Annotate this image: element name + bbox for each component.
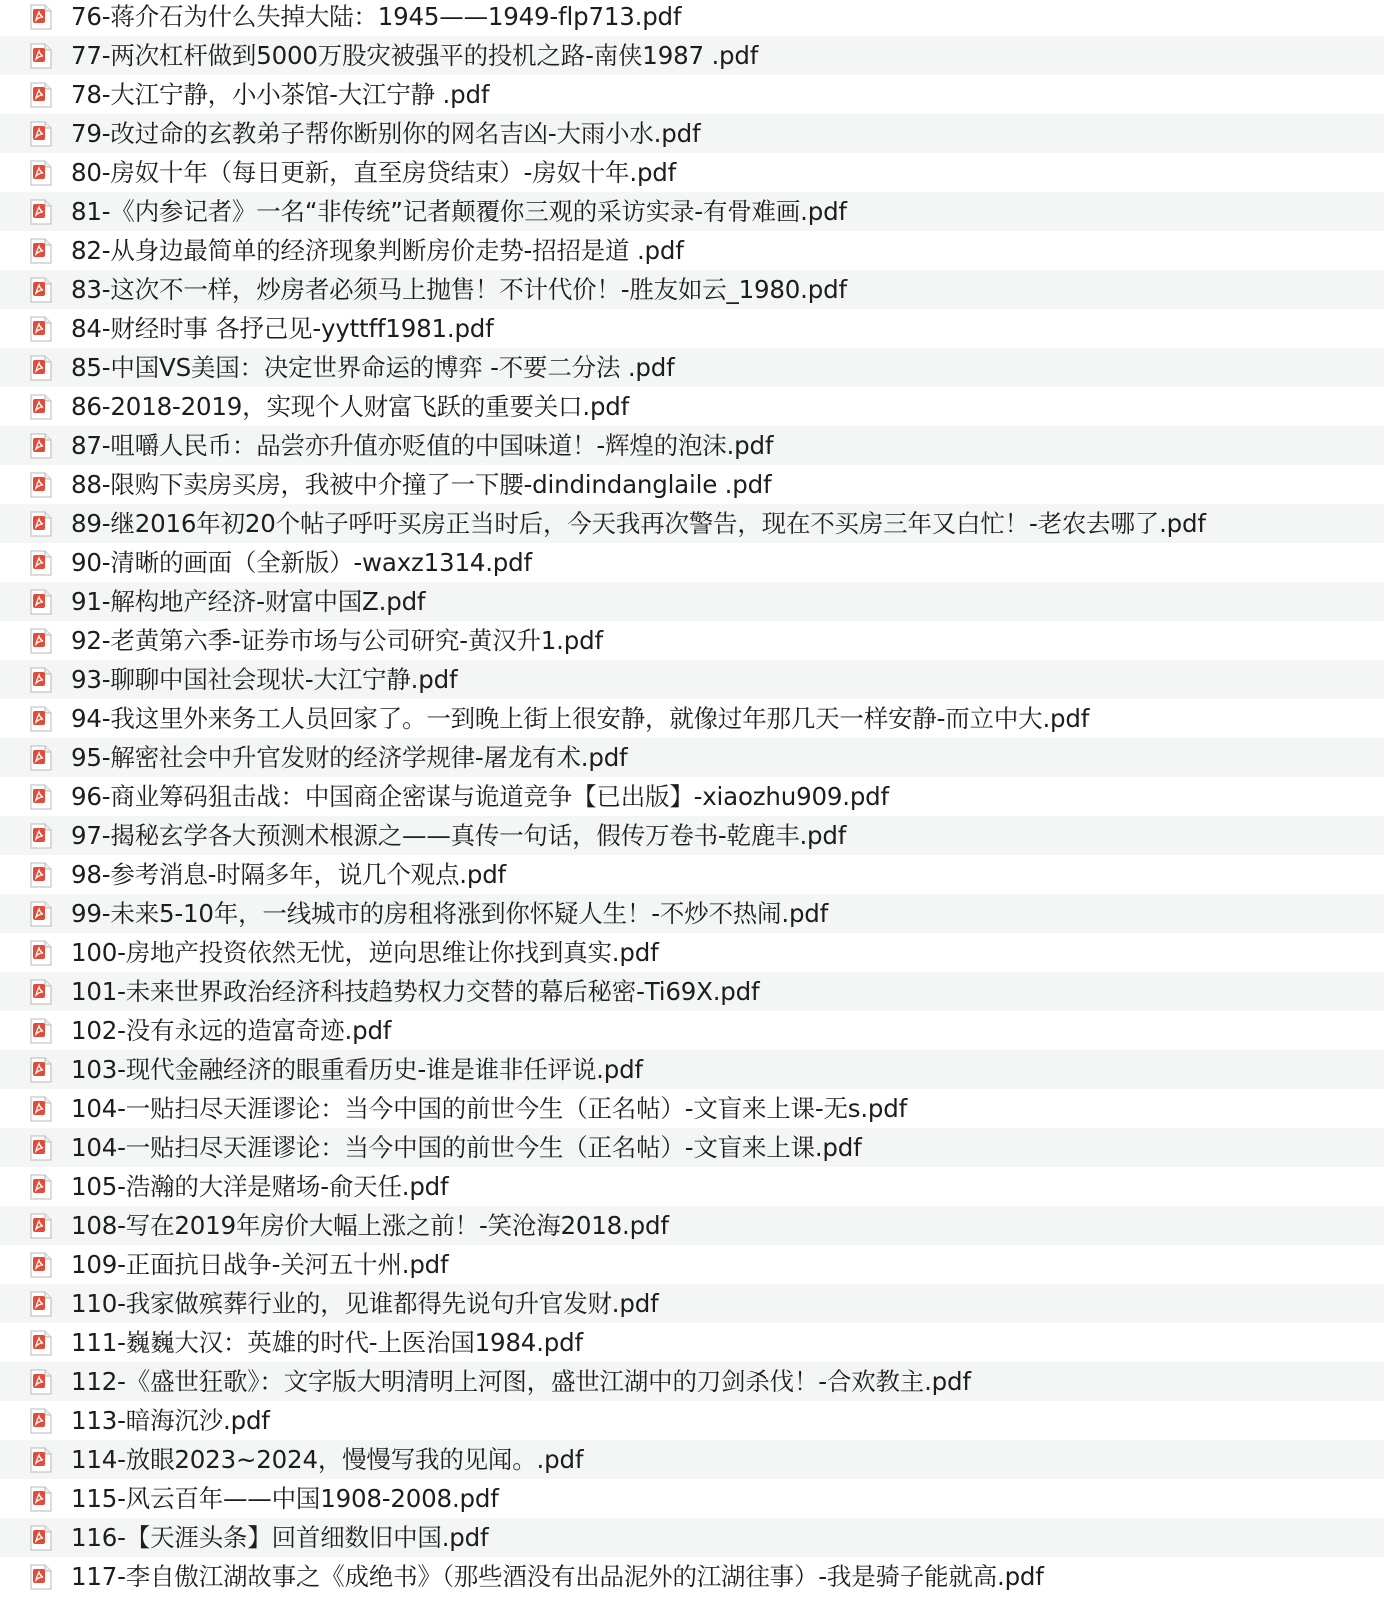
file-row[interactable] <box>0 933 1384 972</box>
file-row[interactable] <box>0 621 1384 660</box>
pdf-file-icon <box>30 1018 52 1044</box>
file-name: 102-没有永远的造富奇迹.pdf <box>71 1016 392 1045</box>
file-name: 117-李自傲江湖故事之《成绝书》（那些酒没有出品泥外的江湖往事）-我是骑子能就高.pdf <box>71 1562 1044 1591</box>
pdf-file-icon <box>30 199 52 225</box>
pdf-file-icon <box>30 1564 52 1590</box>
pdf-file-icon <box>30 394 52 420</box>
file-name: 98-参考消息-时隔多年，说几个观点.pdf <box>71 860 506 889</box>
file-row[interactable] <box>0 1362 1384 1401</box>
pdf-file-icon <box>30 316 52 342</box>
pdf-file-icon <box>30 862 52 888</box>
file-name: 84-财经时事 各抒己见-yyttff1981.pdf <box>71 314 494 343</box>
file-row[interactable] <box>0 309 1384 348</box>
pdf-file-icon <box>30 706 52 732</box>
file-name: 87-咀嚼人民币：品尝亦升值亦贬值的中国味道！-辉煌的泡沫.pdf <box>71 431 774 460</box>
file-name: 80-房奴十年（每日更新，直至房贷结束）-房奴十年.pdf <box>71 158 677 187</box>
file-name: 101-未来世界政治经济科技趋势权力交替的幕后秘密-Ti69X.pdf <box>71 977 760 1006</box>
pdf-file-icon <box>30 1096 52 1122</box>
pdf-file-icon <box>30 1135 52 1161</box>
file-row[interactable] <box>0 114 1384 153</box>
file-row[interactable] <box>0 1128 1384 1167</box>
file-row[interactable] <box>0 465 1384 504</box>
file-name: 88-限购下卖房买房，我被中介撞了一下腰-dindindanglaile .pdf <box>71 470 772 499</box>
file-row[interactable] <box>0 1440 1384 1479</box>
file-name: 110-我家做殡葬行业的，见谁都得先说句升官发财.pdf <box>71 1289 659 1318</box>
pdf-file-icon <box>30 667 52 693</box>
file-name: 82-从身边最简单的经济现象判断房价走势-招招是道 .pdf <box>71 236 684 265</box>
file-row[interactable] <box>0 387 1384 426</box>
file-row[interactable] <box>0 777 1384 816</box>
file-row[interactable] <box>0 699 1384 738</box>
pdf-file-icon <box>30 1174 52 1200</box>
file-name: 108-写在2019年房价大幅上涨之前！-笑沧海2018.pdf <box>71 1211 669 1240</box>
file-name: 91-解构地产经济-财富中国Z.pdf <box>71 587 426 616</box>
file-row[interactable] <box>0 543 1384 582</box>
file-name: 77-两次杠杆做到5000万股灾被强平的投机之路-南侠1987 .pdf <box>71 41 759 70</box>
pdf-file-icon <box>30 277 52 303</box>
pdf-file-icon <box>30 745 52 771</box>
pdf-file-icon <box>30 1525 52 1551</box>
file-name: 85-中国VS美国：决定世界命运的博弈 -不要二分法 .pdf <box>71 353 675 382</box>
file-row[interactable] <box>0 855 1384 894</box>
pdf-file-icon <box>30 4 52 30</box>
file-row[interactable] <box>0 153 1384 192</box>
file-name: 100-房地产投资依然无忧，逆向思维让你找到真实.pdf <box>71 938 659 967</box>
file-row[interactable] <box>0 1479 1384 1518</box>
file-name: 92-老黄第六季-证券市场与公司研究-黄汉升1.pdf <box>71 626 603 655</box>
pdf-file-icon <box>30 511 52 537</box>
pdf-file-icon <box>30 433 52 459</box>
file-name: 96-商业筹码狙击战：中国商企密谋与诡道竞争【已出版】-xiaozhu909.pdf <box>71 782 889 811</box>
file-name: 104-一贴扫尽天涯谬论：当今中国的前世今生（正名帖）-文盲来上课.pdf <box>71 1133 862 1162</box>
file-row[interactable] <box>0 1011 1384 1050</box>
file-row[interactable] <box>0 1206 1384 1245</box>
file-row[interactable] <box>0 426 1384 465</box>
file-name: 116-【天涯头条】回首细数旧中国.pdf <box>71 1523 489 1552</box>
file-row[interactable] <box>0 582 1384 621</box>
file-row[interactable] <box>0 1401 1384 1440</box>
pdf-file-icon <box>30 550 52 576</box>
file-name: 79-改过命的玄教弟子帮你断别你的网名吉凶-大雨小水.pdf <box>71 119 701 148</box>
pdf-file-icon <box>30 979 52 1005</box>
file-name: 105-浩瀚的大洋是赌场-俞天任.pdf <box>71 1172 449 1201</box>
pdf-file-icon <box>30 1447 52 1473</box>
pdf-file-icon <box>30 355 52 381</box>
file-row[interactable] <box>0 1050 1384 1089</box>
file-name: 95-解密社会中升官发财的经济学规律-屠龙有术.pdf <box>71 743 628 772</box>
file-row[interactable] <box>0 972 1384 1011</box>
file-name: 115-风云百年——中国1908-2008.pdf <box>71 1484 499 1513</box>
file-row[interactable] <box>0 231 1384 270</box>
file-name: 94-我这里外来务工人员回家了。一到晚上街上很安静，就像过年那几天一样安静-而立中大.pdf <box>71 704 1090 733</box>
file-name: 90-清晰的画面（全新版）-waxz1314.pdf <box>71 548 532 577</box>
pdf-file-icon <box>30 628 52 654</box>
pdf-file-icon <box>30 784 52 810</box>
file-name: 89-继2016年初20个帖子呼吁买房正当时后，今天我再次警告，现在不买房三年又白忙！-老农去哪了.pdf <box>71 509 1206 538</box>
pdf-file-icon <box>30 1369 52 1395</box>
pdf-file-icon <box>30 121 52 147</box>
file-row[interactable] <box>0 660 1384 699</box>
pdf-file-icon <box>30 1213 52 1239</box>
pdf-file-icon <box>30 940 52 966</box>
file-row[interactable] <box>0 36 1384 75</box>
file-name: 86-2018-2019，实现个人财富飞跃的重要关口.pdf <box>71 392 630 421</box>
pdf-file-icon <box>30 1486 52 1512</box>
file-row[interactable] <box>0 75 1384 114</box>
file-row[interactable] <box>0 270 1384 309</box>
file-name: 104-一贴扫尽天涯谬论：当今中国的前世今生（正名帖）-文盲来上课-无s.pdf <box>71 1094 908 1123</box>
file-name: 76-蒋介石为什么失掉大陆：1945——1949-flp713.pdf <box>71 2 682 31</box>
file-row[interactable] <box>0 1518 1384 1557</box>
file-row[interactable] <box>0 0 1384 36</box>
file-name: 114-放眼2023~2024，慢慢写我的见闻。.pdf <box>71 1445 584 1474</box>
pdf-file-icon <box>30 82 52 108</box>
pdf-file-icon <box>30 823 52 849</box>
file-name: 103-现代金融经济的眼重看历史-谁是谁非任评说.pdf <box>71 1055 643 1084</box>
file-name: 99-未来5-10年，一线城市的房租将涨到你怀疑人生！-不炒不热闹.pdf <box>71 899 829 928</box>
pdf-file-icon <box>30 1291 52 1317</box>
file-name: 113-暗海沉沙.pdf <box>71 1406 270 1435</box>
file-name: 81-《内参记者》一名“非传统”记者颠覆你三观的采访实录-有骨难画.pdf <box>71 197 847 226</box>
file-row[interactable] <box>0 348 1384 387</box>
file-row[interactable] <box>0 1089 1384 1128</box>
file-name: 93-聊聊中国社会现状-大江宁静.pdf <box>71 665 458 694</box>
file-row[interactable] <box>0 738 1384 777</box>
file-row[interactable] <box>0 1167 1384 1206</box>
file-row[interactable] <box>0 1557 1384 1596</box>
pdf-file-icon <box>30 1057 52 1083</box>
file-name: 111-巍巍大汉：英雄的时代-上医治国1984.pdf <box>71 1328 583 1357</box>
file-row[interactable] <box>0 1323 1384 1362</box>
pdf-file-icon <box>30 901 52 927</box>
file-row[interactable] <box>0 192 1384 231</box>
pdf-file-icon <box>30 238 52 264</box>
file-row[interactable] <box>0 816 1384 855</box>
pdf-file-icon <box>30 589 52 615</box>
pdf-file-icon <box>30 1252 52 1278</box>
pdf-file-icon <box>30 160 52 186</box>
pdf-file-icon <box>30 472 52 498</box>
file-name: 112-《盛世狂歌》：文字版大明清明上河图，盛世江湖中的刀剑杀伐！-合欢教主.pdf <box>71 1367 971 1396</box>
file-name: 97-揭秘玄学各大预测术根源之——真传一句话，假传万卷书-乾鹿丰.pdf <box>71 821 847 850</box>
file-name: 83-这次不一样，炒房者必须马上抛售！不计代价！-胜友如云_1980.pdf <box>71 275 847 304</box>
file-row[interactable] <box>0 894 1384 933</box>
file-row[interactable] <box>0 1284 1384 1323</box>
file-name: 78-大江宁静，小小茶馆-大江宁静 .pdf <box>71 80 490 109</box>
file-row[interactable] <box>0 504 1384 543</box>
pdf-file-icon <box>30 1408 52 1434</box>
file-name: 109-正面抗日战争-关河五十州.pdf <box>71 1250 449 1279</box>
file-row[interactable] <box>0 1245 1384 1284</box>
pdf-file-icon <box>30 43 52 69</box>
pdf-file-icon <box>30 1330 52 1356</box>
